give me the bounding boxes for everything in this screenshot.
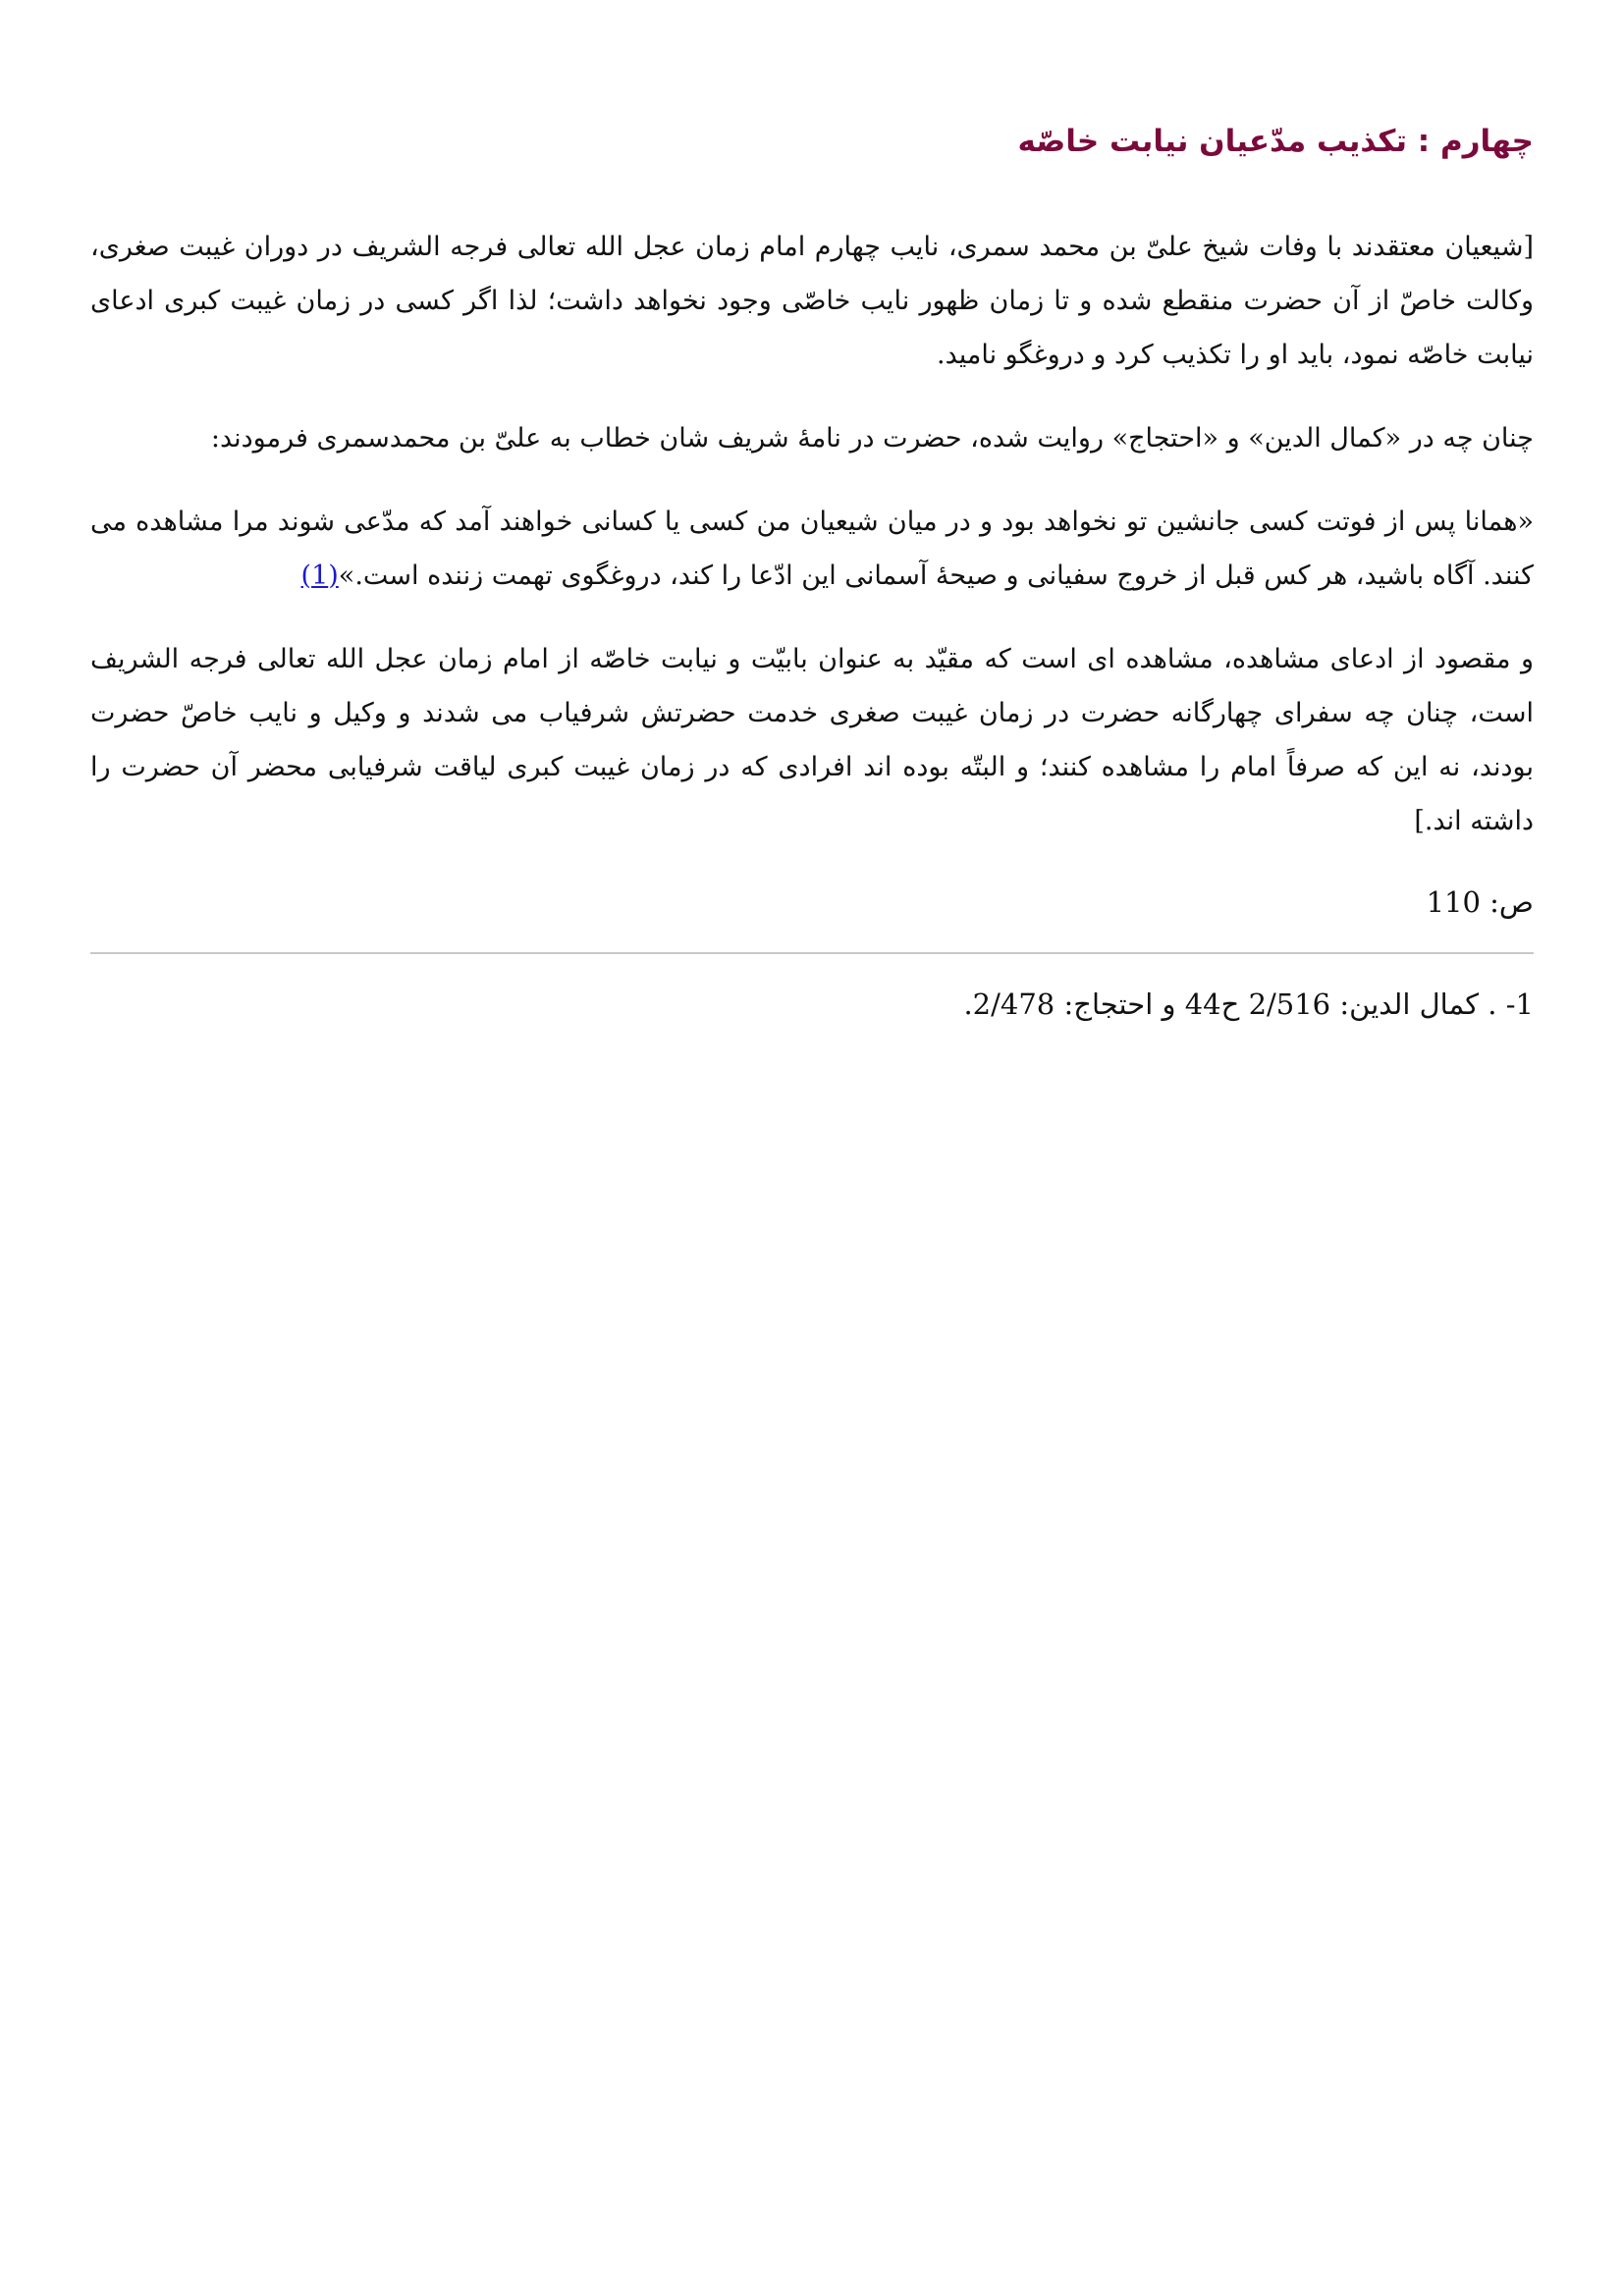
document-page [90,108,1534,1029]
page-number: ص: 110 [1426,885,1534,919]
footnote-link[interactable]: (1) [300,561,339,591]
paragraph-explanation: و مقصود از ادعای مشاهده، مشاهده ای است که مقیّد به عنوان بابیّت و نیابت خاصّه از امام زمان عجل الله تعالی فرجه الشریف است، چنان چه سفرای چهارگانه حضرت در زمان غیبت صغری خدمت حضرتش شرفیاب می شدند و وکیل و نایب خاصّ حضرت بودند، نه این که صرفاً امام را مشاهده کنند؛ و البتّه بوده اند افرادی که در زمان غیبت کبری لیاقت شرفیابی محضر آن حضرت را داشته اند.] [90,644,1534,836]
paragraph-intro: [شیعیان معتقدند با وفات شیخ علیّ بن محمد سمری، نایب چهارم امام زمان عجل الله تعالی فرجه الشریف در دوران غیبت صغری، وکالت خاصّ از آن حضرت منقطع شده و تا زمان ظهور نایب خاصّی وجود نخواهد داشت؛ لذا اگر کسی در زمان غیبت کبری ادعای نیابت خاصّه نمود، باید او را تکذیب کرد و دروغگو نامید. [90,232,1534,370]
section-heading: چهارم : تکذیب مدّعیان نیابت خاصّه [1017,124,1534,159]
footnote-divider [90,952,1534,954]
paragraph-narration: چنان چه در «کمال الدین» و «احتجاج» روایت شده، حضرت در نامهٔ شریف شان خطاب به علیّ بن محمدسمری فرمودند: [210,423,1534,454]
footnote-text: 1- . کمال الدین: 2/516 ح44 و احتجاج: 2/478. [963,988,1534,1021]
quote-text: «همانا پس از فوتت کسی جانشین تو نخواهد بود و در میان شیعیان من کسی یا کسانی خواهند آمد که مدّعی شوند مرا مشاهده می کنند. آگاه باشید، هر کس قبل از خروج سفیانی و صیحهٔ آسمانی این ادّعا را کند، دروغگوی تهمت زننده است.» [90,507,1534,591]
paragraph-quote [90,495,1534,603]
